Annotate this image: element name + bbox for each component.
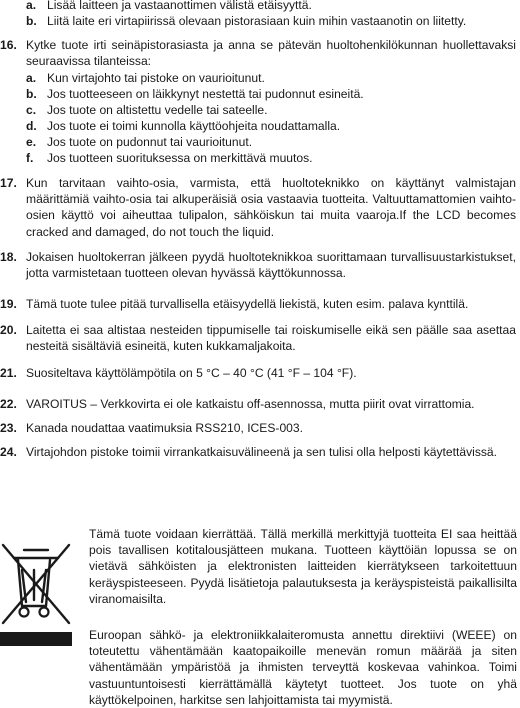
item-text: Laitetta ei saa altistaa nesteiden tippumiselle tai roiskumiselle eikä sen päälle saa asettaa nesteitä sisältäviä esineitä, kuten kukkamaljakoita. [26, 323, 516, 354]
subitem-text: Jos tuote ei toimi kunnolla käyttöohjeita noudattamalla. [47, 119, 341, 133]
recycling-paragraph: Tämä tuote voidaan kierrättää. Tällä merkillä merkittyjä tuotteita EI saa heittää pois tavallisen kotitalousjätteen mukana. Tuotteen käyttöiän lopussa se on vietävä sähköisten ja elektronisten laitteiden kierrätykseen tarkoitettuun keräyspisteeseen. Pyydä lisätietoja palautuksesta ja keräyspisteistä paikallisilta viranomaisilta. [89, 527, 517, 606]
subitem-text: Lisää laitteen ja vastaanottimen välistä etäisyyttä. [47, 0, 312, 12]
item-number: 24. [0, 445, 17, 459]
subitem-letter: b. [26, 87, 37, 101]
subitem-text: Jos tuotteen suorituksessa on merkittävä muutos. [47, 151, 313, 165]
weee-directive-paragraph: Euroopan sähkö- ja elektroniikkalaiteromusta annettu direktiivi (WEEE) on toteutettu vähentämään kaatopaikoille menevän romun määrää ja siten vähentämään ympäristöä ja ihmisten terveyttä koskevaa vahinkoa. Toimi vastuuntuntoisesti kierrättämällä käytetyt tuotteet. Jos tuote on yhä käyttökelpoinen, harkitse sen lahjoittamista tai myymistä. [89, 628, 517, 707]
subitem-letter: d. [26, 119, 37, 133]
subitem-letter: c. [26, 103, 37, 117]
item-number: 22. [0, 397, 17, 411]
subitem-letter: f. [26, 151, 34, 165]
item-text: Kun tarvitaan vaihto-osia, varmista, että huoltoteknikko on käyttänyt valmistajan määrittämiä vaihto-osia tai alkuperäisiä osia vastaavia tuotteita. Valtuuttamattomien vaihto-osien käyttö voi aiheuttaa tulipalon, sähköiskun tai muita vaaroja.If the LCD becomes cracked and damaged, do not touch the liquid. [26, 176, 516, 239]
weee-bar [0, 632, 72, 646]
subitem-text: Jos tuote on altistettu vedelle tai sateelle. [47, 103, 268, 117]
item-number: 20. [0, 323, 17, 337]
item-text: Kytke tuote irti seinäpistorasiasta ja anna se pätevän huoltohenkilökunnan huollettavaksi seuraavissa tilanteissa: [26, 38, 516, 69]
item-text: Jokaisen huoltokerran jälkeen pyydä huoltoteknikkoa suorittamaan turvallisuustarkistukset, jotta varmistetaan tuotteen olevan hyvässä käyttökunnossa. [26, 250, 516, 281]
subitem-text: Kun virtajohto tai pistoke on vaurioitunut. [47, 71, 265, 85]
item-number: 18. [0, 250, 17, 264]
item-text: Suositeltava käyttölämpötila on 5 °C – 40 °C (41 °F – 104 °F). [26, 366, 357, 380]
item-number: 19. [0, 297, 17, 311]
crossed-out-wheelie-bin-icon [0, 542, 72, 626]
subitem-letter: e. [26, 135, 37, 149]
subitem-text: Jos tuote on pudonnut tai vaurioitunut. [47, 135, 253, 149]
item-text: Virtajohdon pistoke toimii virrankatkaisuvälineenä ja sen tulisi olla helposti käytettävissä. [26, 445, 498, 459]
subitem-letter: a. [26, 0, 37, 12]
item-number: 17. [0, 176, 17, 190]
subitem-letter: a. [26, 71, 37, 85]
subitem-text: Liitä laite eri virtapiirissä olevaan pistorasiaan kuin mihin vastaanotin on liitetty. [47, 14, 467, 28]
item-number: 16. [0, 38, 17, 52]
item-number: 21. [0, 366, 17, 380]
item-number: 23. [0, 421, 17, 435]
subitem-letter: b. [26, 14, 37, 28]
item-text: Tämä tuote tulee pitää turvallisella etäisyydellä liekistä, kuten esim. palava kynttilä. [26, 297, 469, 311]
subitem-text: Jos tuotteeseen on läikkynyt nestettä tai pudonnut esineitä. [47, 87, 364, 101]
item-text: VAROITUS – Verkkovirta ei ole katkaistu off-asennossa, mutta piirit ovat virrattomia. [26, 397, 475, 411]
item-text: Kanada noudattaa vaatimuksia RSS210, ICES-003. [26, 421, 303, 435]
